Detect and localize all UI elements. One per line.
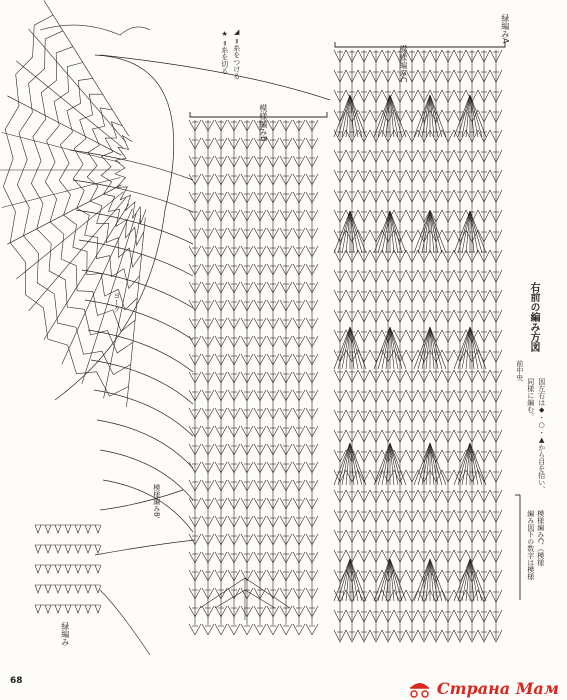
fan-block xyxy=(334,327,366,369)
note-2: 同様に編む。 xyxy=(526,378,535,420)
edge-stitch xyxy=(55,585,61,593)
stitch-column xyxy=(454,50,466,642)
edge-stitch xyxy=(65,565,71,573)
edge-stitch xyxy=(45,565,51,573)
stitch-column xyxy=(394,50,406,642)
stitch-column xyxy=(442,50,454,642)
curve xyxy=(91,360,193,404)
yoke-spoke xyxy=(82,213,136,384)
watermark-text: Страна Мам xyxy=(436,679,559,698)
label-arrow-note: ◢ =糸をつける xyxy=(232,28,241,80)
note-4: 編み図下の数字は模様 xyxy=(526,510,535,580)
label-yoke: ヨーク xyxy=(112,292,121,313)
stitch-column xyxy=(189,120,201,635)
yoke-spoke xyxy=(62,209,133,364)
curve xyxy=(95,540,195,555)
curve xyxy=(100,450,193,500)
yoke-spoke xyxy=(7,185,121,244)
chart-title: 右前の編み方図 xyxy=(528,282,539,352)
note-3: 模様編みC'（模様 xyxy=(536,510,545,566)
yoke-spoke xyxy=(29,29,126,142)
stroller-icon xyxy=(407,680,433,698)
stitch-column xyxy=(254,120,266,635)
edge-stitch xyxy=(35,545,41,553)
edge-tail xyxy=(100,590,150,655)
edge-stitch xyxy=(95,525,101,533)
curve xyxy=(85,300,193,340)
edge-stitch xyxy=(45,605,51,613)
triangle-motif xyxy=(200,578,290,620)
curve xyxy=(88,330,193,372)
edge-stitch xyxy=(85,545,91,553)
edge-stitch xyxy=(75,565,81,573)
stitch-column xyxy=(358,50,370,642)
edge-stitch xyxy=(95,585,101,593)
edge-stitch xyxy=(35,525,41,533)
edge-stitch xyxy=(35,565,41,573)
label-section-c: 模様編みC xyxy=(398,45,408,83)
curve xyxy=(100,55,330,100)
label-section-b: 模様編みB xyxy=(258,104,268,142)
watermark xyxy=(407,679,559,698)
stitch-column xyxy=(228,120,240,635)
stitch-column xyxy=(280,120,292,635)
stitch-column xyxy=(215,120,227,635)
stitch-column xyxy=(370,50,382,642)
connector-curves xyxy=(55,55,330,555)
edge-stitch xyxy=(75,605,81,613)
page-number: 68 xyxy=(10,676,23,686)
stitch-column xyxy=(406,50,418,642)
stitch-column xyxy=(478,50,490,642)
edge-stitch xyxy=(65,545,71,553)
stitch-column xyxy=(202,120,214,635)
edge-stitch xyxy=(45,545,51,553)
label-edge-a: 緑編みA xyxy=(500,14,510,44)
yoke-ring xyxy=(115,136,146,224)
curve xyxy=(94,390,193,436)
yoke-spoke xyxy=(2,178,121,208)
edge-stitch xyxy=(45,585,51,593)
edge-stitch xyxy=(95,545,101,553)
edge-stitch xyxy=(85,565,91,573)
edge-strip xyxy=(35,525,150,655)
edge-stitch xyxy=(55,525,61,533)
edge-stitch xyxy=(75,545,81,553)
yoke-spoke xyxy=(44,204,129,340)
edge-stitch xyxy=(35,605,41,613)
note-1: 図左右は◆・○・▲から目を拾い、 xyxy=(537,378,546,493)
edge-stitch xyxy=(55,565,61,573)
curve xyxy=(103,480,193,532)
curve xyxy=(100,490,183,510)
label-pattern-b2: 模様編みB' xyxy=(152,484,161,519)
edge-stitch xyxy=(65,585,71,593)
fan-block xyxy=(454,443,486,485)
fan-block xyxy=(414,559,446,601)
edge-stitch xyxy=(95,605,101,613)
stitch-column xyxy=(293,120,305,635)
stitch-column xyxy=(241,120,253,635)
stitch-column xyxy=(490,50,502,642)
edge-stitch xyxy=(35,585,41,593)
stitch-grid xyxy=(189,50,502,642)
label-center-front: 前中央 xyxy=(515,360,524,381)
edge-stitch xyxy=(85,605,91,613)
edge-stitch xyxy=(45,525,51,533)
fan-block xyxy=(414,327,446,369)
stitch-column xyxy=(334,50,346,642)
yoke-spoke xyxy=(2,133,121,163)
fan-block xyxy=(374,443,406,485)
stitch-column xyxy=(306,120,318,635)
label-edge-strip: 緑編み xyxy=(60,622,70,646)
label-dot-note: ★ =糸を切る xyxy=(220,30,229,75)
yoke-ring xyxy=(101,122,144,246)
edge-stitch xyxy=(85,525,91,533)
fan-block xyxy=(454,327,486,369)
edge-stitch xyxy=(65,525,71,533)
edge-stitch xyxy=(85,585,91,593)
fan-block xyxy=(414,443,446,485)
edge-stitch xyxy=(55,545,61,553)
edge-stitch xyxy=(65,605,71,613)
edge-stitch xyxy=(95,565,101,573)
yoke-ring xyxy=(17,31,131,375)
edge-stitch xyxy=(75,585,81,593)
fan-block xyxy=(334,443,366,485)
edge-stitch xyxy=(75,525,81,533)
curve xyxy=(79,240,193,276)
fan-block xyxy=(414,95,446,137)
curve xyxy=(97,420,193,468)
edge-stitch xyxy=(55,605,61,613)
fan-block xyxy=(374,327,406,369)
stitch-column xyxy=(267,120,279,635)
